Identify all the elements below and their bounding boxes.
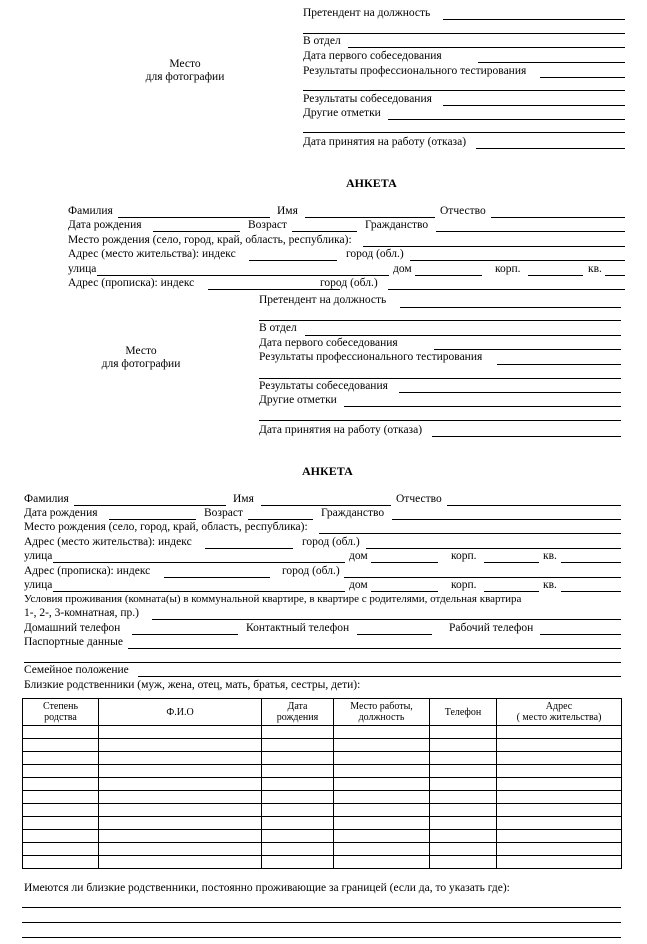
table-cell[interactable] xyxy=(99,830,262,843)
table-cell[interactable] xyxy=(99,752,262,765)
patronymic-field[interactable] xyxy=(447,505,621,506)
department-label: В отдел xyxy=(259,322,297,334)
citizenship-field[interactable] xyxy=(436,231,625,232)
table-cell[interactable] xyxy=(99,843,262,856)
table-cell[interactable] xyxy=(23,752,99,765)
table-cell[interactable] xyxy=(262,791,334,804)
table-cell[interactable] xyxy=(99,765,262,778)
table-cell[interactable] xyxy=(334,778,430,791)
registration-city-field[interactable] xyxy=(344,577,621,578)
table-cell[interactable] xyxy=(99,856,262,869)
applicant-field-line2[interactable] xyxy=(259,320,621,321)
home-phone-field[interactable] xyxy=(132,634,238,635)
form-title-1: АНКЕТА xyxy=(346,176,397,190)
table-cell[interactable] xyxy=(497,804,622,817)
table-cell[interactable] xyxy=(497,830,622,843)
work-phone-label: Рабочий телефон xyxy=(449,622,534,634)
citizenship-label: Гражданство xyxy=(321,507,385,519)
testing-label: Результаты профессионального тестирования xyxy=(259,351,483,363)
passport-field-line2[interactable] xyxy=(24,662,621,663)
residence-index-field[interactable] xyxy=(205,548,293,549)
table-cell[interactable] xyxy=(23,791,99,804)
hire-date-field[interactable] xyxy=(476,148,625,149)
address-registration-label: Адрес (прописка): индекс xyxy=(24,565,151,577)
name-field[interactable] xyxy=(261,505,391,506)
table-row xyxy=(23,843,622,856)
table-cell[interactable] xyxy=(23,778,99,791)
residence-building-label: корп. xyxy=(495,263,521,275)
surname-label: Фамилия xyxy=(24,493,69,505)
marital-status-field[interactable] xyxy=(138,676,621,677)
table-cell[interactable] xyxy=(497,752,622,765)
table-cell[interactable] xyxy=(497,817,622,830)
marital-status-label: Семейное положение xyxy=(24,664,129,676)
table-cell[interactable] xyxy=(430,856,497,869)
table-cell[interactable] xyxy=(262,726,334,739)
table-cell[interactable] xyxy=(334,804,430,817)
age-field[interactable] xyxy=(292,231,357,232)
testing-label: Результаты профессионального тестирования xyxy=(303,65,527,77)
table-cell[interactable] xyxy=(430,830,497,843)
residence-city-label: город (обл.) xyxy=(346,248,404,260)
table-cell[interactable] xyxy=(334,765,430,778)
applicant-label: Претендент на должность xyxy=(303,7,431,19)
testing-field-line2[interactable] xyxy=(259,378,621,379)
work-phone-field[interactable] xyxy=(540,634,621,635)
birth-date-label: Дата рождения xyxy=(68,219,142,231)
registration-house-field[interactable] xyxy=(371,591,438,592)
table-row xyxy=(23,804,622,817)
table-cell[interactable] xyxy=(334,817,430,830)
residence-street-label: улица xyxy=(24,550,53,562)
age-field[interactable] xyxy=(248,519,313,520)
registration-city-label: город (обл.) xyxy=(282,565,340,577)
table-cell[interactable] xyxy=(23,817,99,830)
residence-city-field[interactable] xyxy=(366,548,621,549)
table-cell[interactable] xyxy=(334,739,430,752)
birth-place-field[interactable] xyxy=(319,533,621,534)
table-cell[interactable] xyxy=(262,765,334,778)
testing-field-line2[interactable] xyxy=(303,90,625,91)
department-label: В отдел xyxy=(303,35,341,47)
table-cell[interactable] xyxy=(430,791,497,804)
other-notes-field[interactable] xyxy=(388,119,625,120)
registration-index-field[interactable] xyxy=(164,577,270,578)
other-notes-field-line2[interactable] xyxy=(259,420,621,421)
citizenship-field[interactable] xyxy=(392,519,621,520)
age-label: Возраст xyxy=(248,219,287,231)
table-row xyxy=(23,726,622,739)
department-field[interactable] xyxy=(305,335,621,336)
table-cell[interactable] xyxy=(23,804,99,817)
citizenship-label: Гражданство xyxy=(365,219,429,231)
table-cell[interactable] xyxy=(99,791,262,804)
photo-placeholder-line2: для фотографии xyxy=(145,71,225,83)
abroad-answer-line-3[interactable] xyxy=(22,937,621,938)
registration-street-field[interactable] xyxy=(53,591,345,592)
table-row xyxy=(23,817,622,830)
table-row xyxy=(23,778,622,791)
registration-apartment-field[interactable] xyxy=(561,591,621,592)
table-cell[interactable] xyxy=(430,739,497,752)
table-cell[interactable] xyxy=(430,726,497,739)
table-cell[interactable] xyxy=(99,817,262,830)
table-cell[interactable] xyxy=(334,830,430,843)
patronymic-label: Отчество xyxy=(440,205,486,217)
address-registration-label: Адрес (прописка): индекс xyxy=(68,277,195,289)
registration-apartment-label: кв. xyxy=(543,579,557,591)
residence-apartment-field[interactable] xyxy=(605,275,625,276)
registration-building-label: корп. xyxy=(451,579,477,591)
table-row xyxy=(23,752,622,765)
table-cell[interactable] xyxy=(334,843,430,856)
residence-house-field[interactable] xyxy=(415,275,482,276)
photo-placeholder-2 xyxy=(86,345,196,371)
table-cell[interactable] xyxy=(334,726,430,739)
table-cell[interactable] xyxy=(497,726,622,739)
residence-building-label: корп. xyxy=(451,550,477,562)
table-cell[interactable] xyxy=(334,752,430,765)
table-cell[interactable] xyxy=(262,843,334,856)
patronymic-field[interactable] xyxy=(491,217,625,218)
table-cell[interactable] xyxy=(23,843,99,856)
first-interview-label: Дата первого собеседования xyxy=(259,337,398,349)
table-cell[interactable] xyxy=(497,739,622,752)
residence-street-label: улица xyxy=(68,263,97,275)
hire-date-label: Дата принятия на работу (отказа) xyxy=(303,136,467,148)
address-residence-label: Адрес (место жительства): индекс xyxy=(68,248,236,260)
hire-date-field[interactable] xyxy=(432,436,621,437)
table-row xyxy=(23,765,622,778)
contact-phone-label: Контактный телефон xyxy=(246,622,350,634)
residence-building-field[interactable] xyxy=(484,562,539,563)
residence-apartment-label: кв. xyxy=(588,263,602,275)
table-cell[interactable] xyxy=(262,856,334,869)
table-cell[interactable] xyxy=(430,752,497,765)
table-cell[interactable] xyxy=(430,817,497,830)
registration-building-field[interactable] xyxy=(484,591,539,592)
first-interview-label: Дата первого собеседования xyxy=(303,50,442,62)
photo-placeholder-1 xyxy=(130,58,240,84)
header-full-name: Ф.И.О xyxy=(99,699,262,726)
table-cell[interactable] xyxy=(334,856,430,869)
contact-phone-field[interactable] xyxy=(357,634,432,635)
interview-results-field[interactable] xyxy=(443,105,625,106)
table-cell[interactable] xyxy=(334,791,430,804)
table-cell[interactable] xyxy=(497,856,622,869)
table-cell[interactable] xyxy=(430,843,497,856)
birth-place-label: Место рождения (село, город, край, область, республика): xyxy=(68,234,352,246)
other-notes-label: Другие отметки xyxy=(303,107,381,119)
passport-field[interactable] xyxy=(128,648,621,649)
abroad-question-label: Имеются ли близкие родственники, постоянно проживающие за границей (если да, то указать где): xyxy=(24,882,510,894)
applicant-field-line2[interactable] xyxy=(303,33,625,34)
surname-label: Фамилия xyxy=(68,205,113,217)
residence-apartment-field[interactable] xyxy=(561,562,621,563)
table-cell[interactable] xyxy=(497,778,622,791)
table-cell[interactable] xyxy=(99,778,262,791)
hire-date-label: Дата принятия на работу (отказа) xyxy=(259,424,423,436)
table-cell[interactable] xyxy=(262,804,334,817)
table-cell[interactable] xyxy=(99,804,262,817)
surname-field[interactable] xyxy=(74,505,226,506)
other-notes-field[interactable] xyxy=(344,406,621,407)
table-cell[interactable] xyxy=(99,739,262,752)
living-conditions-field[interactable] xyxy=(152,619,621,620)
table-cell[interactable] xyxy=(497,843,622,856)
registration-city-label: город (обл.) xyxy=(320,277,378,289)
residence-house-label: дом xyxy=(349,550,368,562)
applicant-label: Претендент на должность xyxy=(259,294,387,306)
first-interview-field[interactable] xyxy=(434,349,621,350)
table-cell[interactable] xyxy=(497,791,622,804)
birth-place-label: Место рождения (село, город, край, область, республика): xyxy=(24,521,308,533)
residence-street-field[interactable] xyxy=(97,275,389,276)
table-cell[interactable] xyxy=(23,765,99,778)
abroad-answer-line-1[interactable] xyxy=(22,907,621,908)
table-cell[interactable] xyxy=(262,817,334,830)
residence-house-field[interactable] xyxy=(371,562,438,563)
table-cell[interactable] xyxy=(262,830,334,843)
registration-city-field[interactable] xyxy=(388,289,625,290)
header-address: Адрес ( место жительства) xyxy=(497,699,622,726)
table-cell[interactable] xyxy=(99,726,262,739)
header-phone: Телефон xyxy=(430,699,497,726)
first-interview-field[interactable] xyxy=(478,62,625,63)
table-cell[interactable] xyxy=(430,804,497,817)
table-cell[interactable] xyxy=(23,856,99,869)
surname-field[interactable] xyxy=(118,217,270,218)
interview-results-label: Результаты собеседования xyxy=(259,380,388,392)
other-notes-label: Другие отметки xyxy=(259,394,337,406)
birth-date-field[interactable] xyxy=(109,519,196,520)
name-field[interactable] xyxy=(305,217,435,218)
abroad-answer-line-2[interactable] xyxy=(22,922,621,923)
registration-house-label: дом xyxy=(349,579,368,591)
passport-label: Паспортные данные xyxy=(24,636,123,648)
form-title-2: АНКЕТА xyxy=(302,464,353,478)
table-row xyxy=(23,791,622,804)
residence-street-field[interactable] xyxy=(53,562,345,563)
residence-apartment-label: кв. xyxy=(543,550,557,562)
table-cell[interactable] xyxy=(23,739,99,752)
photo-placeholder-line1: Место xyxy=(169,58,201,70)
age-label: Возраст xyxy=(204,507,243,519)
relatives-label: Близкие родственники (муж, жена, отец, мать, братья, сестры, дети): xyxy=(24,679,361,691)
residence-index-field[interactable] xyxy=(249,260,337,261)
birth-place-field[interactable] xyxy=(363,246,625,247)
other-notes-field-line2[interactable] xyxy=(303,132,625,133)
name-label: Имя xyxy=(277,205,298,217)
table-cell[interactable] xyxy=(23,726,99,739)
birth-date-label: Дата рождения xyxy=(24,507,98,519)
interview-results-field[interactable] xyxy=(399,392,621,393)
table-cell[interactable] xyxy=(262,778,334,791)
table-cell[interactable] xyxy=(497,765,622,778)
patronymic-label: Отчество xyxy=(396,493,442,505)
testing-field[interactable] xyxy=(540,77,625,78)
photo-placeholder-line1: Место xyxy=(125,345,157,357)
table-row xyxy=(23,856,622,869)
table-cell[interactable] xyxy=(262,752,334,765)
table-cell[interactable] xyxy=(430,765,497,778)
residence-city-label: город (обл.) xyxy=(302,536,360,548)
header-workplace: Место работы, должность xyxy=(334,699,430,726)
relatives-table xyxy=(22,698,622,869)
photo-placeholder-line2: для фотографии xyxy=(101,358,181,370)
header-relation: Степень родства xyxy=(23,699,99,726)
table-row xyxy=(23,830,622,843)
birth-date-field[interactable] xyxy=(153,231,240,232)
table-cell[interactable] xyxy=(23,830,99,843)
home-phone-label: Домашний телефон xyxy=(24,622,121,634)
residence-city-field[interactable] xyxy=(410,260,625,261)
table-row xyxy=(23,739,622,752)
table-cell[interactable] xyxy=(430,778,497,791)
registration-street-label: улица xyxy=(24,579,53,591)
address-residence-label: Адрес (место жительства): индекс xyxy=(24,536,192,548)
living-conditions-label-2: 1-, 2-, 3-комнатная, пр.) xyxy=(24,607,139,619)
living-conditions-label: Условия проживания (комната(ы) в коммунальной квартире, в квартире с родителями, отдельная квартира xyxy=(24,593,522,605)
testing-field[interactable] xyxy=(497,364,621,365)
residence-building-field[interactable] xyxy=(528,275,583,276)
interview-results-label: Результаты собеседования xyxy=(303,93,432,105)
applicant-field[interactable] xyxy=(443,19,625,20)
header-birth-date: Дата рождения xyxy=(262,699,334,726)
table-cell[interactable] xyxy=(262,739,334,752)
residence-house-label: дом xyxy=(393,263,412,275)
department-field[interactable] xyxy=(348,47,625,48)
relatives-table-header xyxy=(23,699,622,726)
name-label: Имя xyxy=(233,493,254,505)
applicant-field[interactable] xyxy=(400,307,621,308)
